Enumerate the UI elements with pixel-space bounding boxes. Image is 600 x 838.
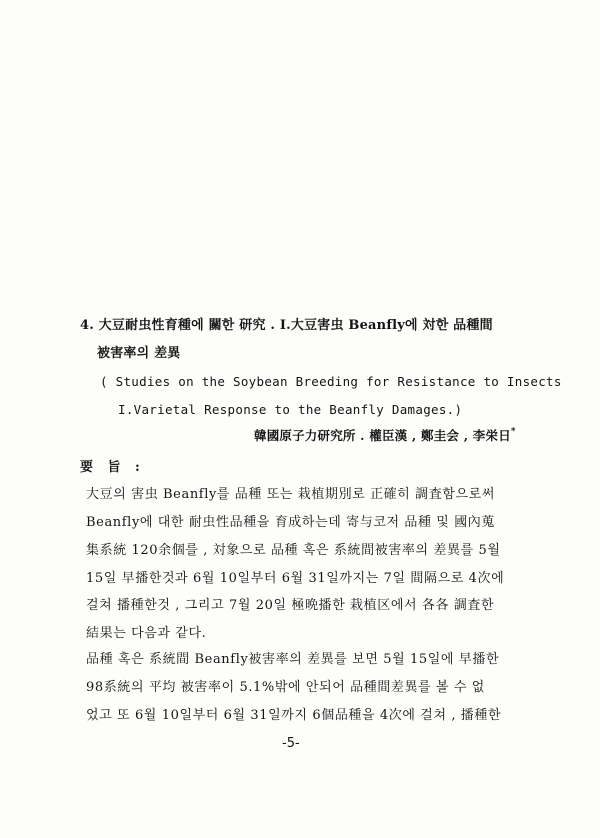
institute-name: 韓國原子力研究所 .	[254, 428, 365, 443]
summary-p1-line3: 集系統 120余個를 , 対象으로 品種 혹은 系統間被害率의 差異를 5월	[86, 543, 501, 558]
summary-p1-line5: 걸쳐 播種한것 , 그리고 7월 20일 極晩播한 栽植区에서 各各 調査한	[86, 598, 495, 613]
section-title-line1: 大豆耐虫性育種에 關한 研究 . Ⅰ.大豆害虫 Beanfly에 対한 品種間	[98, 318, 493, 333]
section-number: 4.	[80, 318, 94, 333]
page-number: -5-	[282, 736, 300, 751]
summary-p1-line1: 大豆의 害虫 Beanfly를 品種 또는 栽植期別로 正確히 調査함으로써	[86, 487, 495, 502]
author-names: 權臣漢 , 鄭圭会 , 李栄日	[369, 428, 511, 443]
section-title-line2: 被害率의 差異	[97, 346, 181, 361]
affiliation-line	[254, 428, 516, 446]
summary-p1-line2: Beanfly에 대한 耐虫性品種을 育成하는데 寄与코저 品種 및 國內蒐	[86, 515, 495, 530]
summary-p2-line3: 었고 또 6월 10일부터 6월 31일까지 6個品種을 4次에 걸쳐 , 播種한	[86, 708, 502, 723]
summary-p2-line2: 98系統의 平均 被害率이 5.1%밖에 안되어 品種間差異를 볼 수 없	[86, 680, 485, 695]
english-title-line1: ( Studies on the Soybean Breeding for Resistance to Insects	[100, 374, 562, 389]
section-heading	[80, 318, 493, 334]
summary-p1-line6: 結果는 다음과 같다.	[86, 626, 207, 641]
summary-title: 要 旨 :	[80, 460, 145, 475]
summary-p1-line4: 15일 早播한것과 6월 10일부터 6월 31일까지는 7일 間隔으로 4次에	[86, 571, 505, 586]
summary-p2-line1: 品種 혹은 系統間 Beanfly被害率의 差異를 보면 5월 15일에 早播한	[86, 652, 500, 667]
author-marker: *	[510, 427, 516, 437]
english-title-line2: I.Varietal Response to the Beanfly Damages.)	[118, 402, 463, 417]
